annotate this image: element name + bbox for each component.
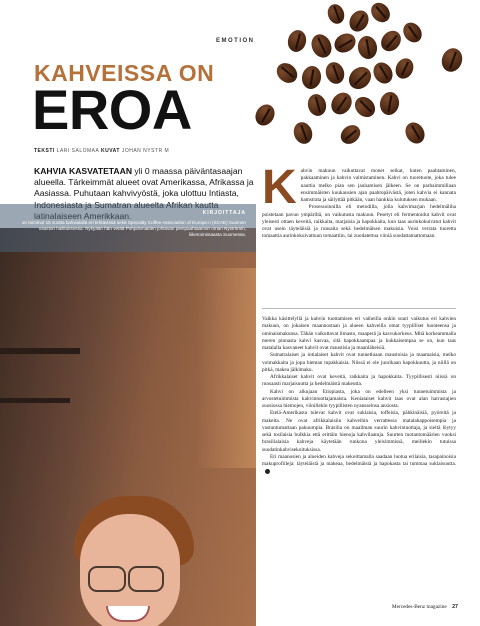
coffee-bean [392, 55, 416, 81]
end-mark-icon [265, 469, 270, 474]
body-paragraph: Kahvi on alkujaan Etiopiasta, joka on edelleen yksi tunnetuimmista ja arvostetuimmista kahvintuottajamaista. Keniataiset kahvit taas ovat alan harrastajien suosiossa hiemojen, viinillekin tyypillisten nyansseinsa ansiosta. [262, 388, 456, 409]
coffee-bean [285, 28, 308, 54]
column-divider [262, 308, 456, 309]
body-paragraph: Sumatralaiset ja intialaiset kahvit ovat tunnetluaan maustoisia ja maamaisia, melko voimakkaita ja jopa hieman tupakkaisia. Niissä ei ole juurikaan hapokkuutta, ja niillä on pitkä, makea jälkimaku. [262, 352, 456, 373]
coffee-bean [252, 101, 279, 129]
credits-photo-author: JOHAN NYSTR M [121, 148, 170, 154]
photo-glasses [128, 566, 164, 592]
coffee-bean [337, 121, 364, 148]
coffee-bean [370, 59, 397, 87]
section-label: EMOTION [216, 38, 255, 44]
caption-heading: KIRJOITTAJA [202, 210, 246, 216]
coffee-bean [367, 0, 394, 26]
coffee-bean [300, 65, 323, 91]
lead-rest: yli 0 maassa päiväntasaajan alueella. Tärkeimmät alueet ovat Amerikassa, Afrikassa ja Aasiassa. Puhutaan kahvivyöstä, joka ulottuu Intiasta, [34, 166, 254, 199]
coffee-bean [331, 30, 359, 57]
drop-cap: K [262, 161, 297, 214]
body-paragraph-text: Eri maanosien ja alueiden kahveja sekoittamalla saadaan luotua erilaisia, tasapainoisia makuprofiileja: täyteläistä ja makeaa, hedelmäistä ja hapokasta tai tummaa suklaisuutta. [262, 453, 456, 467]
coffee-bean [308, 31, 335, 61]
coffee-bean [351, 93, 379, 121]
coffee-bean [305, 92, 328, 118]
photo-shelf [0, 348, 80, 354]
page-footer [392, 604, 458, 610]
credits-text-label: TEKSTI [34, 148, 55, 154]
body-paragraph: Etelä-Amerikasta tulevat kahvit ovat suklaisia, toffeisia, pähkinäisiä, pyöreitä ja makeita. Ne ovat afrikkalaisiin kahveihin verrattessa matalahappoisempia ja vastuntumattaan pakuumpia. Brasilia on maailman suurin kahvintuottaja, ja sieltä löytyy sekä tosilaisia bulkkia että erittäin hienoja kahvilaatuja. Suurten tuotantomäärien vuoksi brasilialaisia kahveja käytetään runkona yleisimmissä, meillekin tutuissa suodatinkahvisekoituksissa. [262, 410, 456, 453]
coffee-bean [378, 91, 401, 117]
photo-shelf [0, 398, 70, 403]
page-number: 27 [452, 604, 458, 610]
coffee-bean [356, 35, 379, 61]
coffee-beans-image [242, 0, 480, 150]
author-caption [0, 204, 256, 252]
photo-light [196, 268, 256, 468]
body-paragraph: ahvin makuun vaikuttavat monet seikat, kuten paahtaminen, pakkaaminen ja kahvin valmistaminen. Kahvi on tuoretuote, joka tulee nauttia melko pian sen jauhamisen jälkeen. Se on parhaimmillaan ensimmäisten kuukausien ajan paahtopäivästä, joten kahvia ei kannata hamstrata ja säilyttää pitkään, vaan hankkia kulutuksen mukaan. [300, 168, 456, 203]
magazine-name: Mercedes-Benz magazine [391, 604, 447, 610]
coffee-bean [273, 59, 301, 87]
body-paragraph: Afrikkalaiset kahvit ovat keveitä, raikkaita ja hapokkaita. Tyypillisesti niissä on runsaasti marjaisuutta ja hedelmäistä makeutta. [262, 374, 456, 388]
author-photo [0, 228, 256, 626]
coffee-bean [325, 2, 347, 26]
credits-photo-label: KUVAT [100, 148, 120, 154]
body-column-top [262, 161, 456, 241]
title-kicker: KAHVEISSA ON [34, 60, 215, 86]
coffee-bean [377, 27, 405, 55]
lead-strong: KAHVIA KASVATETAAN [34, 166, 133, 176]
coffee-bean [323, 60, 347, 87]
caption-text: on toiminut 15 vuotta kahvialalla eri tehtävissä sekä Specialty Coffee Association of Europe:n (SCAE) Suomen osaston hallituksessa. Nykyään hän vetää Pohjoismaiden johtavan pienpaahtaamon oman Nyströmin, liiketoimintaasta Suomessa. [21, 220, 246, 237]
coffee-bean [344, 62, 375, 93]
credits [34, 148, 169, 154]
body-paragraph: Prosessoinnilla eli metodilla, jolla kahvimarjan hedelmäliha poistetaan pavun ympäriltä, on vaikutusta makuun. Pesetyt eli fermentoidut kahvit ovat yleisesti ottaen keveitä, raikkaita, marjaisia ja hapokkaita, kun taas aurinkokuivatut kahvit ovat usein täyteläisiä ja runsaita sekä hedelmäisen makuisia. Voisi verrata tuoretta tomaattia aurinkokuivattuun tomaattiin, tai zuodatettua viiniä suodattamattomaan. [262, 204, 456, 240]
credits-text-author: LARI SALOMAA [56, 148, 100, 154]
coffee-bean [400, 19, 426, 46]
coffee-bean [327, 89, 356, 119]
coffee-bean [291, 120, 315, 147]
coffee-bean [346, 7, 373, 35]
coffee-bean [438, 45, 465, 74]
photo-glasses [88, 566, 126, 592]
body-paragraph: Vaikka käsittelyllä ja kahvin tuottamisen eri vaiheilla onkin suuri vaikutus eri kahvien makuun, on jokaisen maannostaan ja alueen kahveilla omat tyypilliset luonteensa ja ominaismakunsa. Tähän vaikuttavat ilmasto, maaperä ja kasvukorkeus. Mitä korkeammalla meren pinnasta kahvi kasvaa, sitä hapokkaampaa ja kukkaisempaa se on, kun taas matalalla kasvaneet kahvit ovat maustisia ja maanläheisiä. [262, 316, 456, 351]
body-column-bottom [262, 316, 456, 476]
body-paragraph-last [262, 454, 456, 476]
coffee-bean [402, 119, 429, 147]
page-title: EROA [32, 78, 192, 141]
